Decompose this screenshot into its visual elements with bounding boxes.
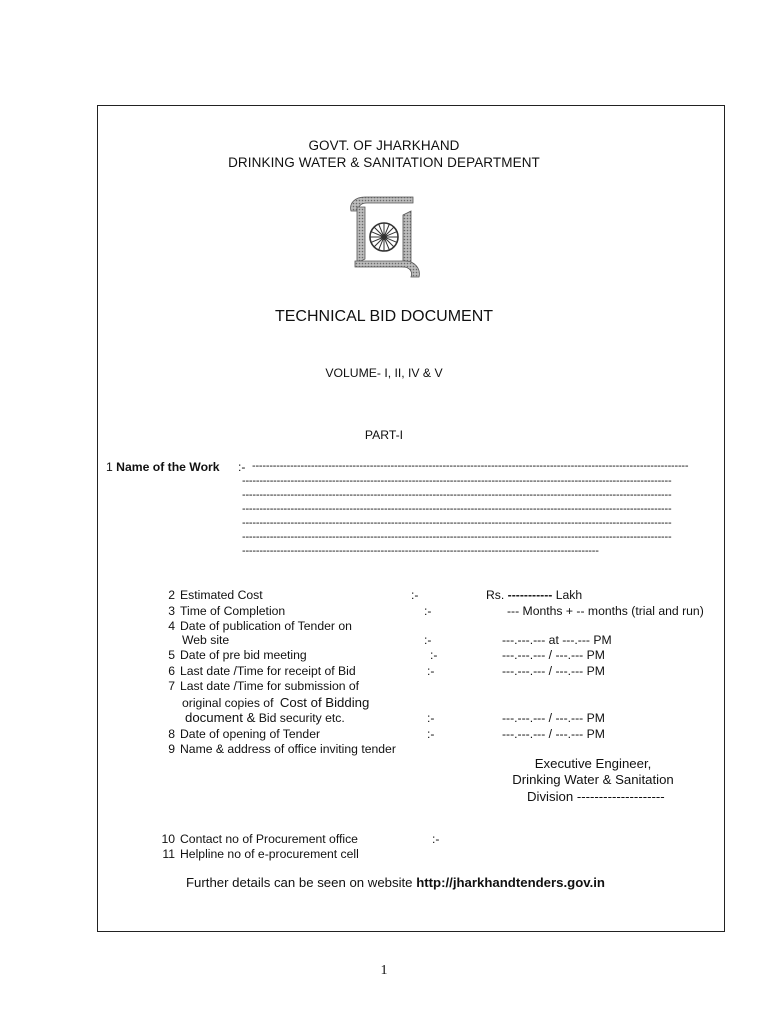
date-opening-value: ---.---.--- / ---.--- PM	[502, 727, 605, 741]
name-of-work-label: Name of the Work	[116, 460, 220, 474]
date-publication-label-2: Web site	[182, 633, 230, 647]
time-completion-value: --- Months + -- months (trial and run)	[507, 604, 704, 618]
name-of-work-row	[106, 460, 220, 474]
work-line-7: -------------------------------------------------------------------------------------------------------	[242, 545, 599, 557]
date-publication-label: 4 Date of publication of Tender on	[168, 619, 352, 633]
pre-bid-value: ---.---.--- / ---.--- PM	[502, 648, 605, 662]
last-submission-label-2: original copies of Cost of Bidding	[182, 695, 370, 710]
time-completion-label: 3 Time of Completion	[168, 604, 286, 618]
date-opening-sep: :-	[427, 727, 435, 741]
estimated-cost-sep: :-	[411, 588, 419, 602]
pre-bid-label: 5 Date of pre bid meeting	[168, 648, 307, 662]
department-heading: DRINKING WATER & SANITATION DEPARTMENT	[228, 155, 540, 170]
work-line-5: ----------------------------------------------------------------------------------------------------------------------------	[242, 517, 672, 529]
estimated-cost-value: Rs. ----------- Lakh	[486, 588, 583, 602]
last-receipt-label: 6 Last date /Time for receipt of Bid	[168, 664, 356, 678]
office-address-label: 9 Name & address of office inviting tender	[168, 742, 396, 756]
date-publication-value: ---.---.--- at ---.--- PM	[502, 633, 612, 647]
last-submission-label-3: document & Bid security etc.	[185, 710, 345, 725]
time-completion-sep: :-	[424, 604, 432, 618]
last-receipt-sep: :-	[427, 664, 435, 678]
work-line-1: ------------------------------------------------------------------------------------------------------------------------------	[252, 460, 689, 472]
date-opening-label: 8 Date of opening of Tender	[168, 727, 321, 741]
document-title: TECHNICAL BID DOCUMENT	[274, 308, 494, 325]
item-number: 1	[106, 460, 113, 474]
officer-line-2: Drinking Water & Sanitation	[512, 772, 674, 787]
govt-heading: GOVT. OF JHARKHAND	[308, 138, 460, 153]
work-line-3: ----------------------------------------------------------------------------------------------------------------------------	[242, 489, 672, 501]
page-number: 1	[380, 963, 388, 978]
helpline-label: 11 Helpline no of e-procurement cell	[162, 847, 359, 861]
jharkhand-emblem-icon	[343, 193, 425, 281]
work-line-6: ----------------------------------------------------------------------------------------------------------------------------	[242, 531, 672, 543]
officer-line-1: Executive Engineer,	[534, 756, 652, 771]
contact-no-label: 10 Contact no of Procurement office	[161, 832, 358, 846]
part-label: PART-I	[364, 428, 404, 442]
website-link[interactable]: http://jharkhandtenders.gov.in	[416, 875, 605, 890]
work-line-4: ----------------------------------------------------------------------------------------------------------------------------	[242, 503, 672, 515]
last-submission-label: 7 Last date /Time for submission of	[168, 679, 360, 693]
pre-bid-sep: :-	[430, 648, 438, 662]
contact-no-sep: :-	[432, 832, 440, 846]
volume-label: VOLUME- I, II, IV & V	[325, 366, 443, 380]
last-submission-value: ---.---.--- / ---.--- PM	[502, 711, 605, 725]
date-publication-sep: :-	[424, 633, 432, 647]
last-receipt-value: ---.---.--- / ---.--- PM	[502, 664, 605, 678]
estimated-cost-label: 2 Estimated Cost	[168, 588, 263, 602]
further-details: Further details can be seen on website http://jharkhandtenders.gov.in	[186, 875, 605, 890]
last-submission-sep: :-	[427, 711, 435, 725]
officer-line-3: Division --------------------	[527, 789, 665, 804]
name-of-work-separator: :-	[238, 460, 246, 474]
work-line-2: ----------------------------------------------------------------------------------------------------------------------------	[242, 475, 672, 487]
